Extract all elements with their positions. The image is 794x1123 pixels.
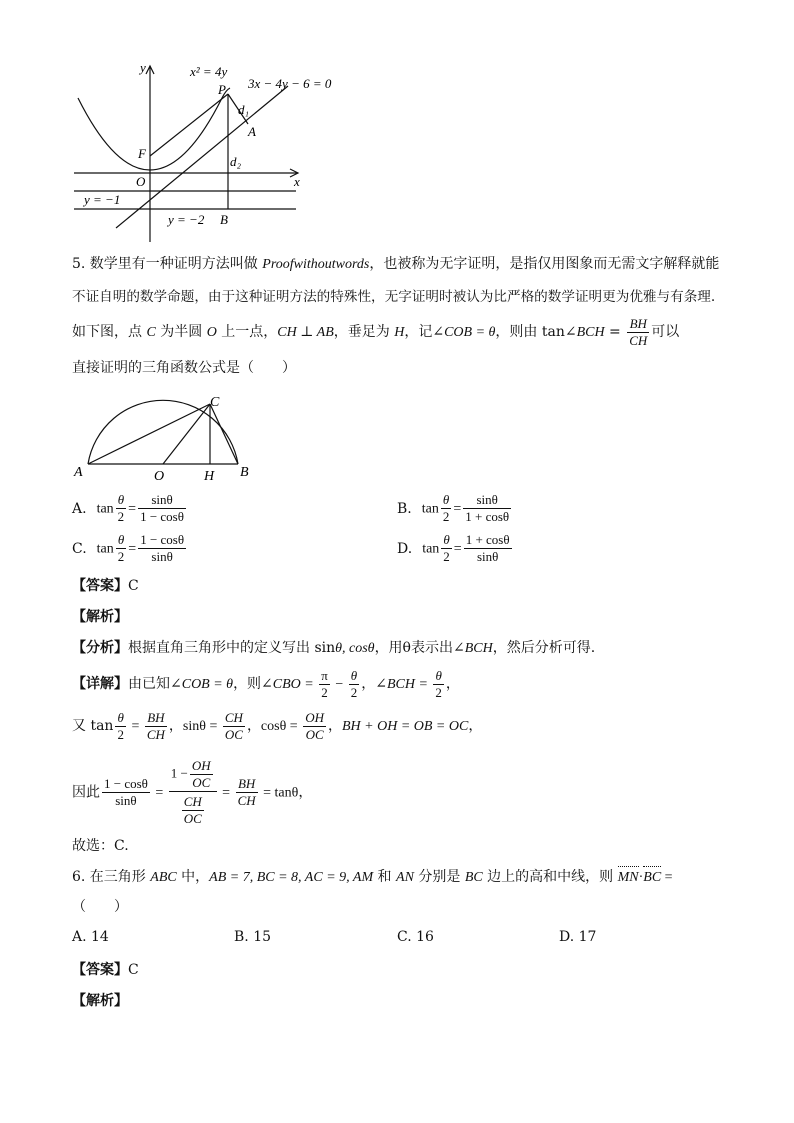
segment-CB [210, 404, 238, 464]
q5-xiangjie-line3 [72, 758, 312, 827]
math-text: 【分析】 [72, 640, 128, 656]
q6-option-a[interactable] [72, 929, 109, 945]
q6-line1 [72, 866, 673, 888]
math-text: BCH [464, 641, 493, 656]
label-y-neg1: y = −1 [84, 192, 121, 207]
q6-option-c[interactable] [397, 929, 434, 945]
math-text: CH [237, 793, 256, 808]
label-C: C [210, 395, 220, 410]
math-text: CH [224, 709, 243, 725]
q5-answer [72, 576, 139, 596]
label-x: x [294, 174, 300, 189]
math-text: B. [397, 500, 412, 517]
math-text: = [453, 541, 462, 557]
math-text: CH [183, 794, 202, 809]
segment-AC [88, 404, 210, 464]
math-text: BH + OH = OB = OC [341, 719, 469, 734]
math-text: CBO = [272, 677, 318, 692]
math-text: θ [441, 492, 452, 509]
q5-xiangjie-line2 [72, 708, 482, 745]
math-text: 和 [373, 869, 397, 885]
math-text: tan [96, 501, 114, 517]
math-text: 【答案】 [72, 578, 128, 594]
math-text: CH [146, 726, 165, 742]
math-text: O [206, 325, 217, 340]
label-F: F [138, 146, 146, 161]
label-A: A [248, 124, 256, 139]
math-text: ，然后分析可得. [492, 640, 596, 656]
math-text: = [151, 785, 167, 801]
math-text: 2 [117, 726, 124, 742]
math-text: sinθ [151, 549, 173, 564]
math-text: θ [433, 668, 444, 685]
q5-line3 [72, 314, 679, 351]
segment-OC [163, 404, 210, 464]
math-text: 如下图，点 [72, 324, 147, 340]
math-text: 根据直角三角形中的定义写出 sin [128, 640, 336, 656]
math-text: 【解析】 [72, 609, 128, 625]
math-text: ， [468, 718, 483, 734]
compound-fraction [169, 758, 217, 827]
math-text: MN [618, 866, 639, 888]
parabola-equation: x² = 4y [190, 64, 228, 79]
math-text: ，则由 tan∠ [495, 324, 577, 340]
math-text: 上一点， [216, 324, 278, 340]
q5-conclusion [72, 836, 129, 856]
label-A: A [74, 465, 83, 480]
math-text: 1 − cosθ [140, 509, 184, 524]
parabola-figure [66, 58, 336, 248]
math-text: tan [96, 541, 114, 557]
label-P: P [218, 82, 226, 97]
q5-text: 不证自明的数学命题，由于这种证明方法的特殊性，无字证明时被认为比严格的数学证明更为优雅与有条理. [72, 289, 716, 305]
math-text: = [127, 719, 143, 734]
math-text: 边上的高和中线，则 [482, 869, 618, 885]
q6-line2 [72, 897, 128, 917]
q5-option-c[interactable] [72, 532, 188, 565]
math-text: ，用θ表示出∠ [374, 640, 465, 656]
math-text: OC [305, 726, 324, 742]
math-text: ，cosθ = [246, 719, 302, 734]
math-text: A. 14 [72, 929, 109, 945]
math-text: ，∠ [361, 676, 387, 692]
math-text: COB = θ [444, 325, 496, 340]
math-text: C [146, 325, 156, 340]
semicircle-figure [70, 388, 270, 480]
segment-PF [150, 94, 228, 156]
math-text: C. [72, 540, 87, 557]
math-text: C. 16 [397, 929, 434, 945]
label-H: H [204, 469, 215, 480]
math-text: = [128, 501, 137, 517]
line-equation: 3x − 4y − 6 = 0 [248, 76, 332, 91]
label-y-neg2: y = −2 [168, 212, 205, 227]
q5-text: ，也被称为无字证明，是指仅用图象而无需文字解释就能 [369, 256, 720, 272]
q5-line4 [72, 358, 296, 378]
math-text: BH [236, 776, 258, 793]
math-text: OC [183, 811, 202, 826]
label-O: O [154, 469, 165, 480]
math-text: D. [397, 540, 413, 557]
math-text: OC [224, 726, 243, 742]
math-text: ABC [150, 870, 177, 885]
math-text: OH [305, 709, 324, 725]
q5-option-a[interactable] [72, 492, 188, 525]
math-text: 因此 [72, 784, 100, 801]
math-text: 【详解】 [72, 676, 128, 692]
math-text: ， [445, 676, 460, 692]
math-text: 由已知∠ [128, 676, 182, 692]
q5-term: Proofwithoutwords [262, 257, 370, 272]
label-d2: d₂ [230, 154, 242, 169]
math-text: BC [464, 870, 483, 885]
math-text: AB = 7, BC = 8, AC = 9, AM [209, 870, 374, 885]
math-text: = [128, 541, 137, 557]
math-text: 1 + cosθ [465, 509, 510, 524]
math-text: θ [115, 710, 126, 727]
math-text: 1 − cosθ [140, 532, 185, 547]
math-text: = tanθ， [259, 785, 313, 801]
math-text: 1 + cosθ [465, 532, 510, 547]
q5-text: 5. 数学里有一种证明方法叫做 [72, 256, 263, 272]
q5-fenxi [72, 638, 595, 659]
label-B: B [220, 212, 228, 227]
math-text: θ [116, 492, 127, 509]
q5-line2 [72, 287, 715, 307]
math-text: COB = θ [181, 677, 234, 692]
math-text: OC [192, 775, 211, 790]
math-text: 分别是 [413, 869, 465, 885]
math-text: CH ⊥ AB [277, 325, 334, 340]
math-text: 又 tan [72, 718, 114, 734]
math-text: = [453, 501, 462, 517]
math-text: θ [116, 532, 127, 549]
math-text: π [321, 667, 328, 683]
label-d1: d₁ [238, 102, 250, 117]
math-text: · [638, 870, 644, 885]
math-text: ，sinθ = [168, 719, 221, 734]
math-text: A. [72, 500, 87, 517]
math-text: tan [421, 501, 439, 517]
q6-analysis-tag [72, 991, 128, 1011]
math-text: BH [627, 316, 649, 333]
math-text: 2 [117, 509, 125, 524]
math-text: BCH = [386, 677, 432, 692]
math-text: = [218, 785, 234, 801]
math-text: D. 17 [559, 929, 597, 945]
math-text: 为半圆 [155, 324, 207, 340]
math-text: = [661, 870, 673, 885]
math-text: 故选：C. [72, 838, 129, 854]
math-text: OH [191, 758, 211, 773]
math-text: 2 [321, 684, 328, 700]
math-text: θ [441, 532, 452, 549]
parabola [78, 88, 230, 170]
math-text: AN [396, 870, 414, 885]
math-text: BC [643, 866, 661, 888]
math-text: C [128, 578, 139, 594]
math-text: 2 [350, 684, 358, 700]
label-O: O [136, 174, 146, 189]
math-text: 2 [443, 549, 450, 564]
math-text: 中， [176, 869, 210, 885]
math-text: sinθ [115, 793, 137, 808]
math-text: ，记∠ [404, 324, 445, 340]
math-text: = [604, 324, 626, 340]
q5-analysis-tag [72, 607, 128, 627]
math-text: 6. 在三角形 [72, 869, 151, 885]
math-text: sinθ [463, 492, 511, 509]
math-text: θ, cosθ [335, 641, 375, 656]
math-text: 1 − cosθ [104, 776, 148, 791]
q6-answer [72, 960, 139, 980]
math-text: ， [327, 718, 342, 734]
q5-option-b[interactable] [397, 492, 513, 525]
math-text: 【解析】 [72, 993, 128, 1009]
math-text: 直接证明的三角函数公式是（ ） [72, 360, 296, 376]
math-text: θ [349, 668, 360, 685]
math-text: sinθ [138, 492, 186, 509]
label-B: B [240, 465, 249, 480]
q6-option-b[interactable] [234, 929, 271, 945]
math-text: 2 [117, 549, 125, 564]
q5-line1 [72, 254, 719, 275]
math-text: 【答案】 [72, 962, 128, 978]
math-text: C [128, 962, 139, 978]
math-text: B. 15 [234, 929, 272, 945]
math-text: BH [145, 710, 167, 727]
math-text: 2 [442, 509, 450, 524]
math-text: ，垂足为 [333, 324, 395, 340]
fraction-bh-ch [627, 316, 649, 349]
math-text: tan [422, 541, 440, 557]
math-text: sinθ [476, 549, 499, 564]
label-y: y [140, 60, 146, 75]
math-text: 可以 [651, 324, 680, 340]
q6-option-d[interactable] [559, 929, 596, 945]
math-text: （ ） [72, 899, 128, 915]
q5-option-d[interactable] [397, 532, 514, 565]
math-text: ，则∠ [233, 676, 273, 692]
q5-xiangjie-line1 [72, 666, 460, 703]
math-text: 1 − [170, 765, 188, 781]
math-text: − [331, 677, 347, 692]
math-text: BCH [576, 325, 605, 340]
math-text: H [394, 325, 405, 340]
math-text: CH [629, 332, 648, 348]
math-text: 2 [435, 684, 442, 700]
